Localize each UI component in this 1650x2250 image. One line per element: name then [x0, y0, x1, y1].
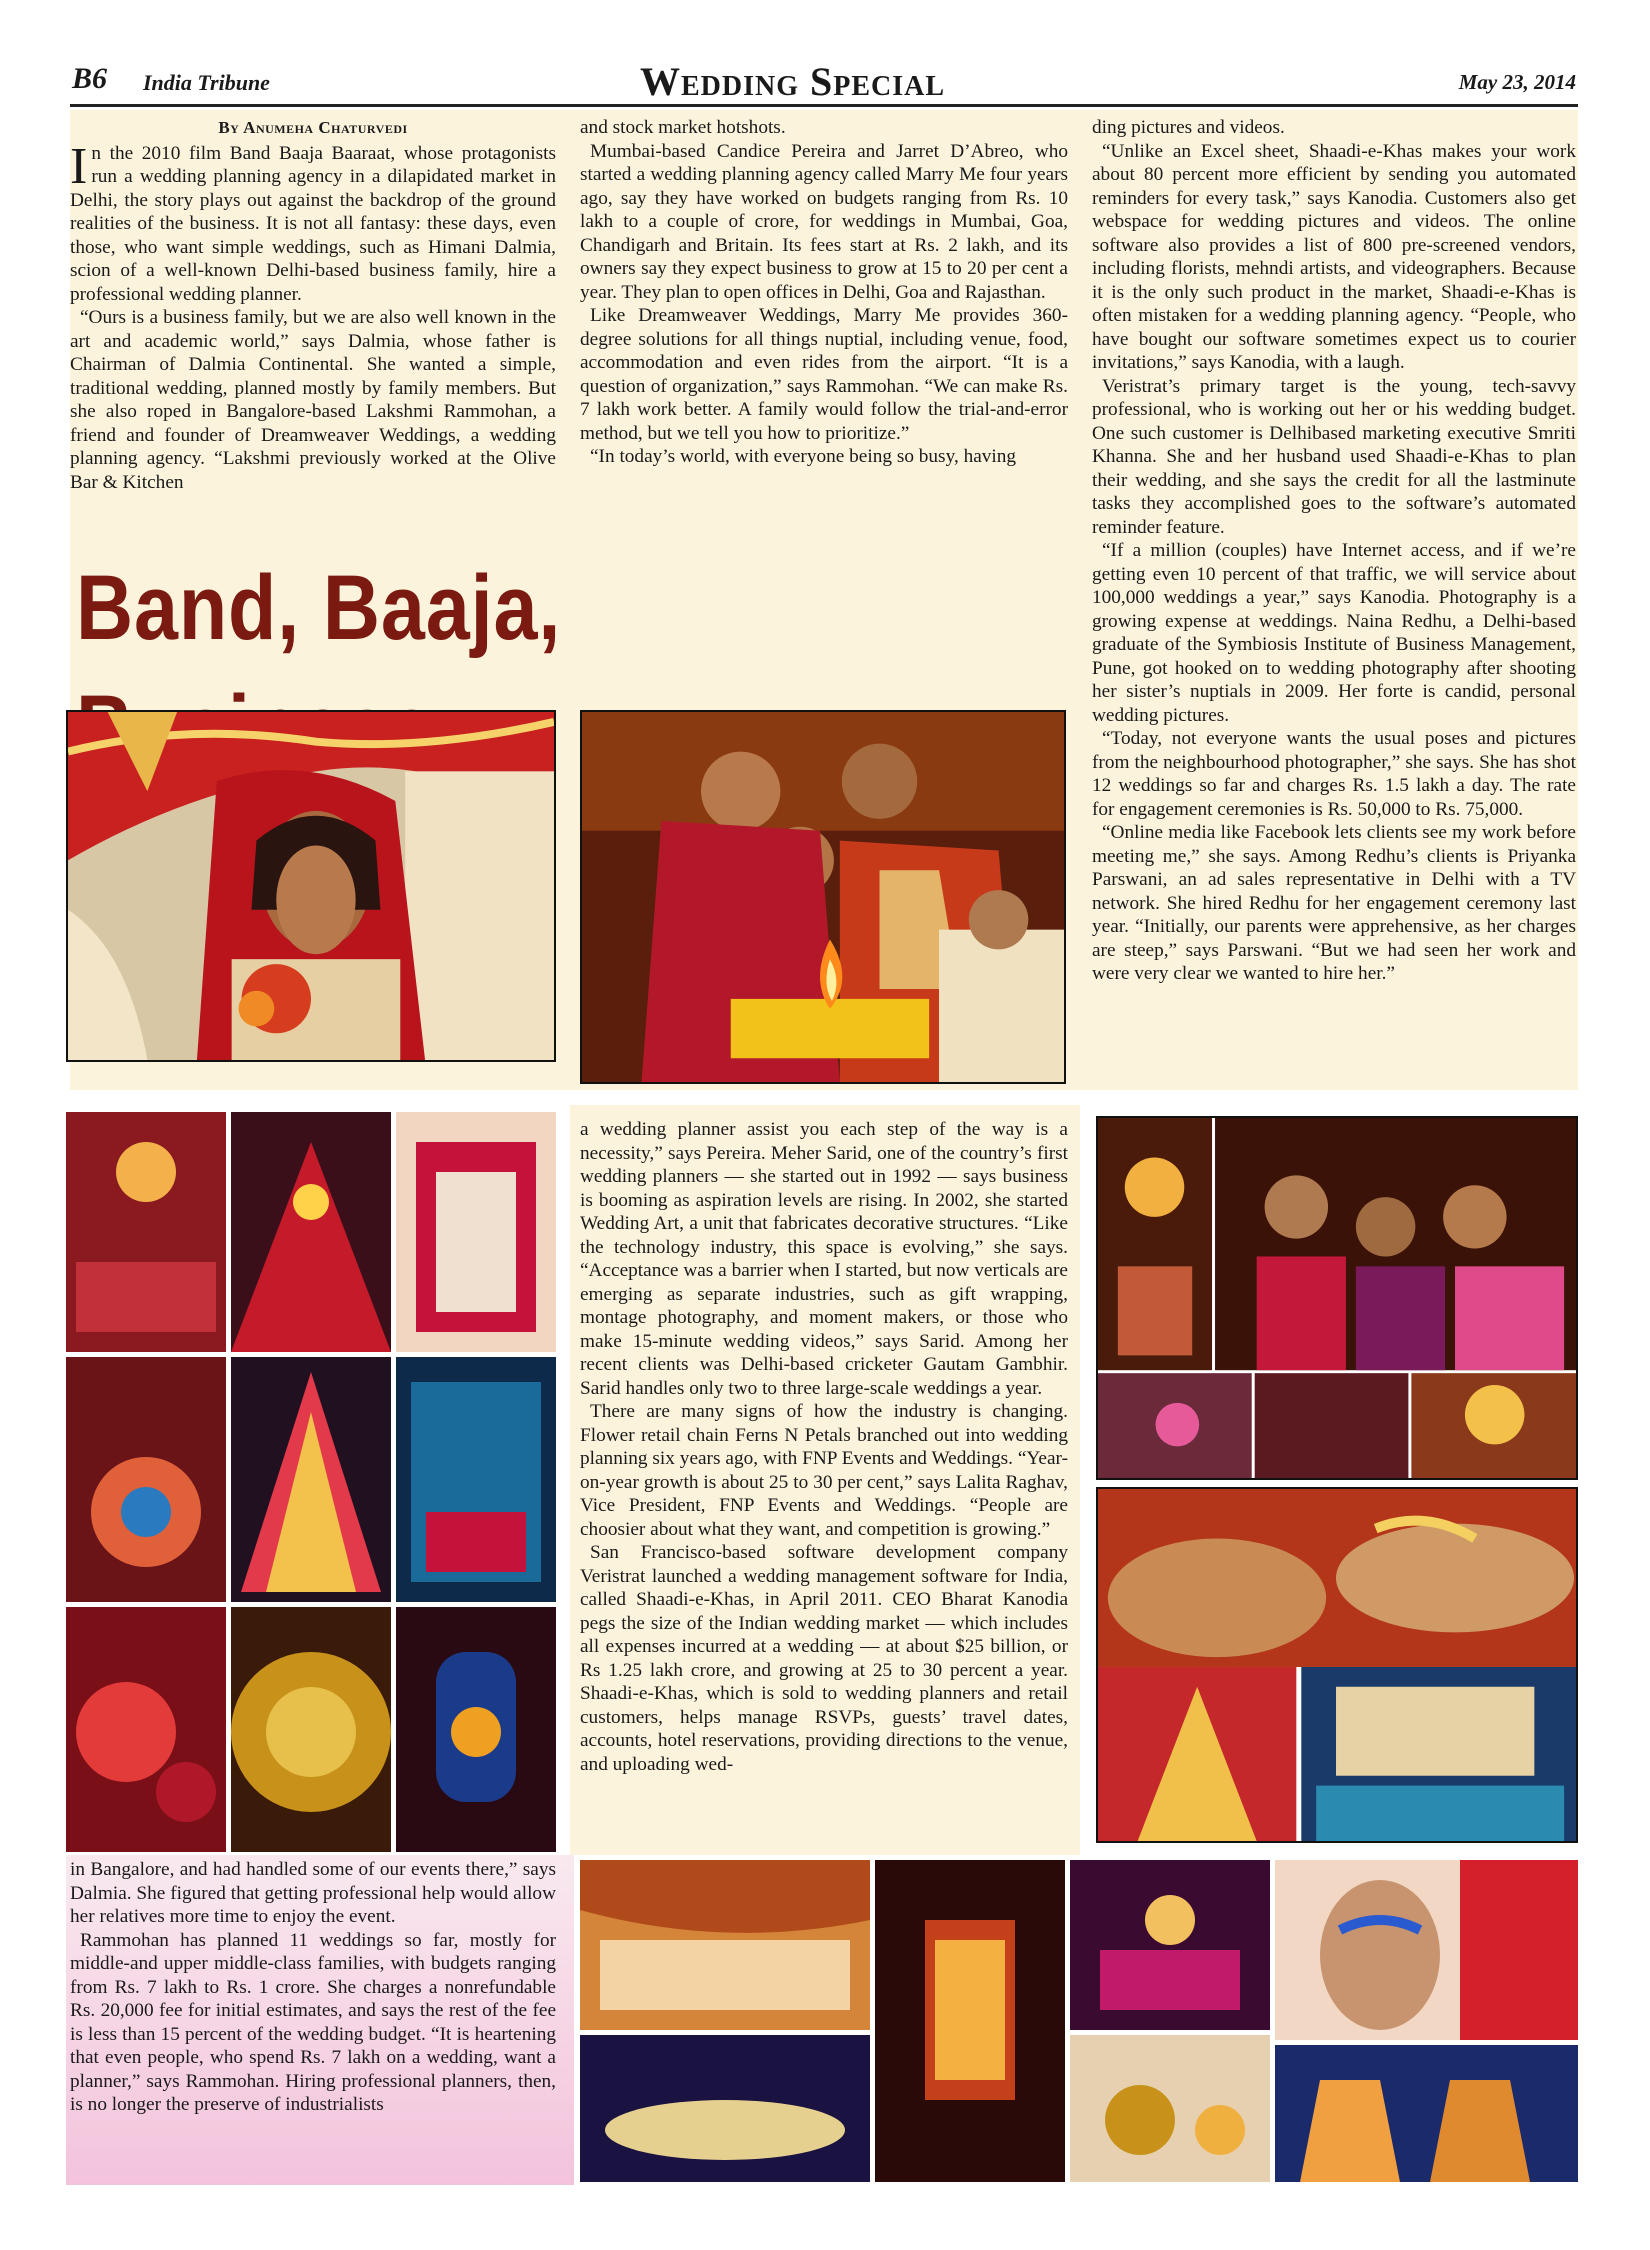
paragraph: There are many signs of how the industry is changing. Flower retail chain Ferns N Petals branched out into wedding planning six years ago, with FNP Events and Weddings. “Year-on-year growth is about 25 to 30 per cent,” says Lalita Raghav, Vice President, FNP Events and Weddings. “People are choosier about what they want, and competition is growing.” — [580, 1401, 1068, 1540]
bride-photo — [66, 710, 556, 1062]
headline: Band, Baaja, — [76, 557, 562, 659]
masthead-rule — [70, 104, 1578, 107]
article-column-3 — [1092, 116, 1576, 986]
paragraph: “Unlike an Excel sheet, Shaadi-e-Khas makes your work about 80 percent more efficient by sending you automated reminders for every task,” says Kanodia. Customers also get webspace for wedding pictures and videos. The online software also provides a list of 800 pre-screened vendors, including florists, mehndi artists, and videographers. Because it is the only such product in the market, Shaadi-e-Khas is often mistaken for a wedding planning agency. “People, who have bought our software sometimes expect us to courier invitations,” says Kanodia, with a laugh. — [1092, 140, 1576, 373]
issue-date: May 23, 2014 — [1458, 70, 1576, 94]
paragraph: and stock market hotshots. — [580, 117, 786, 138]
paragraph: “Online media like Facebook lets clients see my work before meeting me,” she says. Among Redhu’s clients is Priyanka Parswani, an ad sales representative in Delhi with a TV network. She hired Redhu for her engagement ceremony last year. “Initially, our parents were apprehensive, as her charges are steep,” says Parswani. “But we had seen her work and were very clear we wanted to hire her.” — [1092, 822, 1576, 984]
article-column-2-bottom — [580, 1118, 1068, 1776]
bottom-collage — [580, 1860, 1578, 2182]
paragraph: San Francisco-based software development company Veristrat launched a wedding management software for India, called Shaadi-e-Khas, in April 2011. CEO Bharat Kanodia pegs the size of the Indian wedding market — which includes all expenses incurred at a wedding — at about $25 billion, or Rs 1.25 lakh crore, and growing at 25 to 30 percent a year. Shaadi-e-Khas, which is sold to wedding planners and retail customers, helps manage RSVPs, guests’ travel dates, accounts, hotel reservations, providing directions to the venue, and uploading wed- — [580, 1542, 1068, 1775]
paragraph: “In today’s world, with everyone being so busy, having — [590, 446, 1017, 467]
article-column-2-top — [580, 116, 1068, 469]
paragraph: Like Dreamweaver Weddings, Marry Me provides 360-degree solutions for all things nuptial, including venue, food, accommodation and even rides from the airport. “It is a question of organization,” says Rammohan. “We can make Rs. 7 lakh work better. A family would follow the trial-and-error method, but we tell you how to prioritize.” — [580, 305, 1068, 444]
paragraph: Veristrat’s primary target is the young, tech-savvy professional, who is working out her or his wedding budget. One such customer is Delhibased marketing executive Smriti Khanna. She and her husband used Shaadi-e-Khas to plan their wedding, and she says the credit for all the lastminute tasks they accomplished goes to the software’s automated reminder feature. — [1092, 375, 1576, 538]
paragraph: n the 2010 film Band Baaja Baaraat, whose protagonists run a wedding planning agency in a dilapidated market in Delhi, the story plays out against the backdrop of the ground realities of the business. It is not all fantasy: these days, even those, who want simple weddings, such as Himani Dalmia, scion of a well-known Delhi-based business family, hire a professional wedding planner. — [70, 142, 556, 305]
paragraph: Mumbai-based Candice Pereira and Jarret D’Abreo, who started a wedding planning agency called Marry Me four years ago, say they have worked on budgets ranging from Rs. 10 lakh to a couple of crore, for weddings in Mumbai, Goa, Chandigarh and Britain. Its fees start at Rs. 2 lakh, and its owners say they expect business to grow at 15 to 20 per cent a year. They plan to open offices in Delhi, Goa and Rajasthan. — [580, 140, 1068, 303]
article-column-1-top — [70, 116, 556, 494]
section-title: Wedding Special — [640, 59, 946, 104]
byline: By Anumeha Chaturvedi — [218, 118, 408, 137]
paragraph: “Today, not everyone wants the usual poses and pictures from the neighbourhood photographer,” she says. She has shot 12 weddings so far and charges Rs. 1.5 lakh a day. The rate for engagement ceremonies is Rs. 50,000 to Rs. 75,000. — [1092, 728, 1576, 820]
paragraph: a wedding planner assist you each step of the way is a necessity,” says Pereira. Meher Sarid, one of the country’s first wedding planners — she started out in 1992 — says business is booming as aspiration levels are rising. In 2002, she started Wedding Art, a unit that fabricates decorative structures. “Like the technology industry, this space is evolving,” she says. “Acceptance was a barrier when I started, but now verticals are emerging as separate industries, such as gift wrapping, montage photography, and moment makers, or those who make 15-minute wedding videos,” says Sarid. Among her recent clients was Delhi-based cricketer Gautam Gambhir. Sarid handles only two to three large-scale weddings a year. — [580, 1119, 1068, 1399]
mehndi-collage — [1096, 1487, 1578, 1843]
publication-name: India Tribune — [143, 70, 270, 95]
page-number: B6 — [72, 62, 108, 95]
paragraph: “Ours is a business family, but we are also well known in the art and academic world,” says Dalmia, whose father is Chairman of Dalmia Continental. She wanted a simple, traditional wedding, planned mostly by family members. But she also roped in Bangalore-based Lakshmi Rammohan, a friend and founder of Dreamweaver Weddings, a wedding planning agency. “Lakshmi previously worked at the Olive Bar & Kitchen — [70, 307, 556, 493]
paragraph: in Bangalore, and had handled some of our events there,” says Dalmia. She figured that getting professional help would allow her relatives more time to enjoy the event. — [70, 1859, 556, 1927]
article-column-1-bottom — [70, 1858, 556, 2117]
paragraph: ding pictures and videos. — [1092, 117, 1285, 138]
reception-collage — [1096, 1116, 1578, 1480]
ceremony-photo — [580, 710, 1066, 1084]
decor-collage — [66, 1112, 556, 1852]
paragraph: “If a million (couples) have Internet access, and if we’re getting even 10 percent of that traffic, we will service about 100,000 weddings a year,” says Kanodia. Photography is a growing expense at weddings. Naina Redhu, a Delhi-based graduate of the Symbiosis Institute of Business Management, Pune, got hooked on to wedding photography after shooting her sister’s nuptials in 2009. Her forte is candid, personal wedding pictures. — [1092, 540, 1576, 726]
drop-cap: I — [70, 137, 88, 195]
paragraph: Rammohan has planned 11 weddings so far, mostly for middle-and upper middle-class families, with budgets ranging from Rs. 7 lakh to Rs. 1 crore. She charges a nonrefundable Rs. 20,000 fee for initial estimates, and says the rest of the fee is less than 15 percent of the wedding budget. “It is heartening that even people, who spend Rs. 7 lakh on a wedding, want a planner,” says Rammohan. Hiring professional planners, then, is no longer the preserve of industrialists — [70, 1929, 556, 2115]
